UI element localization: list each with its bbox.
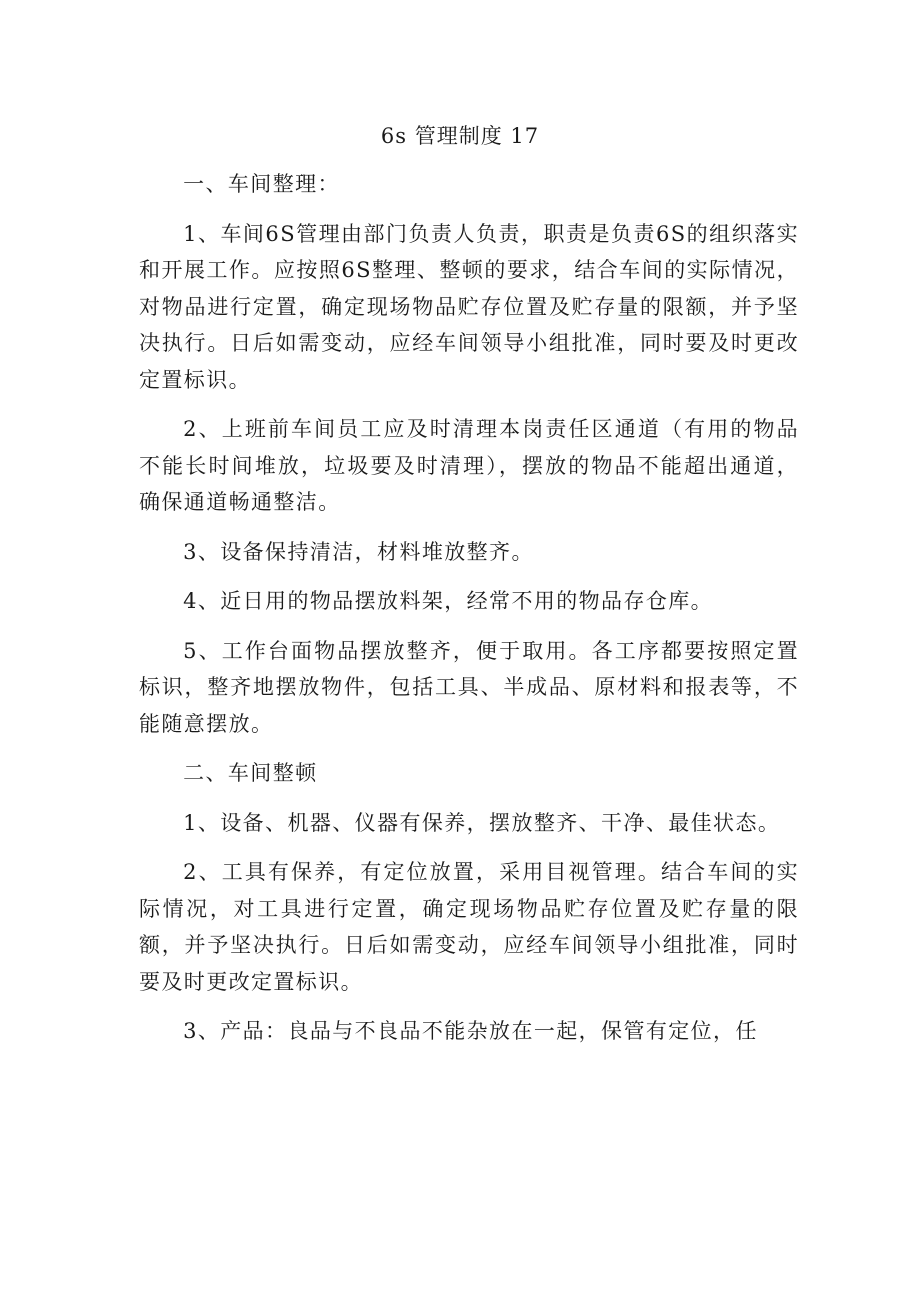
paragraph: 2、工具有保养，有定位放置，采用目视管理。结合车间的实际情况，对工具进行定置，确定现场物品贮存位置及贮存量的限额，并予坚决执行。日后如需变动，应经车间领导小组批准，同时要及时更改定置标识。	[139, 860, 799, 994]
paragraph: 5、工作台面物品摆放整齐，便于取用。各工序都要按照定置标识，整齐地摆放物件，包括工具、半成品、原材料和报表等，不能随意摆放。	[139, 638, 799, 736]
paragraph: 1、车间6S管理由部门负责人负责，职责是负责6S的组织落实和开展工作。应按照6S整理、整顿的要求，结合车间的实际情况，对物品进行定置，确定现场物品贮存位置及贮存量的限额，并予坚决执行。日后如需变动，应经车间领导小组批准，同时要及时更改定置标识。	[139, 221, 799, 392]
paragraph: 1、设备、机器、仪器有保养，摆放整齐、干净、最佳状态。	[183, 810, 781, 835]
paragraph: 3、产品：良品与不良品不能杂放在一起，保管有定位，任	[183, 1019, 758, 1043]
paragraph: 2、上班前车间员工应及时清理本岗责任区通道（有用的物品不能长时间堆放，垃圾要及时清理），摆放的物品不能超出通道，确保通道畅通整洁。	[139, 417, 799, 514]
paragraph: 4、近日用的物品摆放料架，经常不用的物品存仓库。	[183, 589, 714, 613]
document-body	[139, 166, 799, 1063]
section-heading: 一、车间整理：	[183, 172, 340, 196]
section-heading: 二、车间整顿	[183, 761, 318, 785]
paragraph: 3、设备保持清洁，材料堆放整齐。	[183, 539, 534, 564]
section-workshop-sorting	[139, 166, 799, 742]
section-workshop-arrangement	[139, 755, 799, 1050]
document-title: 6s 管理制度 17	[380, 124, 540, 148]
